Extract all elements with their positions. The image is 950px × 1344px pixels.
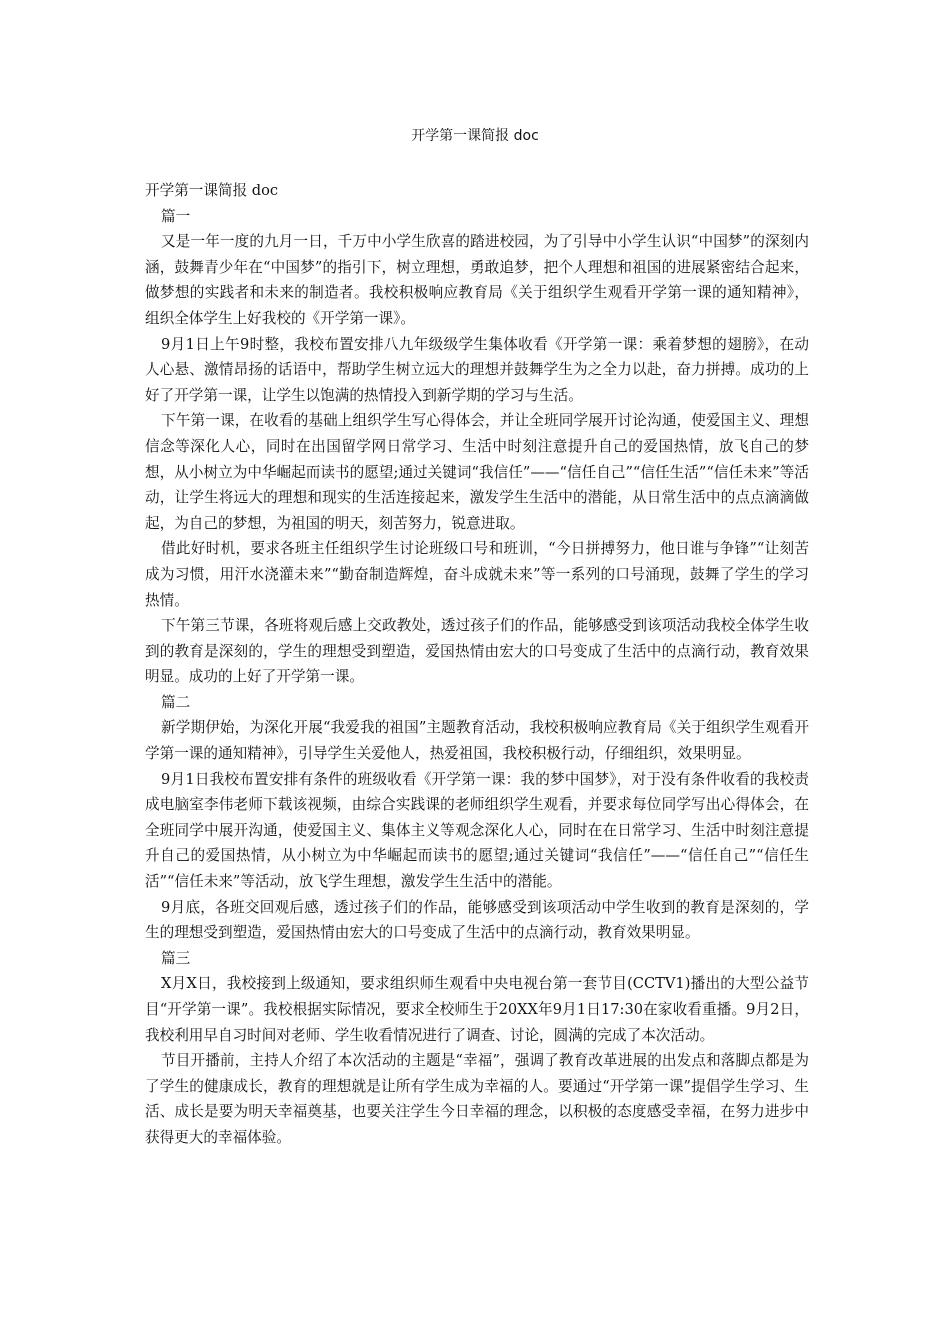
paragraph: 又是一年一度的九月一日，千万中小学生欣喜的踏进校园，为了引导中小学生认识“中国梦”的深刻内涵，鼓舞青少年在“中国梦”的指引下，树立理想，勇敢追梦，把个人理想和祖国的进展紧密结合起来，做梦想的实践者和未来的制造者。我校积极响应教育局《关于组织学生观看开学第一课的通知精神》，组织全体学生上好我校的《开学第一课》。 [145,233,809,327]
paragraph: X月X日，我校接到上级通知，要求组织师生观看中央电视台第一套节目(CCTV1)播出的大型公益节目“开学第一课”。我校根据实际情况，要求全校师生于20XX年9月1日17:30在家收看重播。9月2日，我校利用早自习时间对老师、学生收看情况进行了调查、讨论，圆满的完成了本次活动。 [145,975,809,1044]
section-heading-3: 篇三 [161,949,191,967]
section-heading-1: 篇一 [161,207,191,225]
paragraph: 借此好时机，要求各班主任组织学生讨论班级口号和班训，“今日拼搏努力，他日谁与争锋”“让刻苦成为习惯，用汗水浇灌未来”“勤奋制造辉煌，奋斗成就未来”等一系列的口号涌现，鼓舞了学生的学习热情。 [145,540,809,609]
paragraph: 9月1日我校布置安排有条件的班级收看《开学第一课：我的梦中国梦》，对于没有条件收看的我校责成电脑室李伟老师下载该视频，由综合实践课的老师组织学生观看，并要求每位同学写出心得体会，在全班同学中展开沟通，使爱国主义、集体主义等观念深化人心，同时在在日常学习、生活中时刻注意提升自己的爱国热情，从小树立为中华崛起而读书的愿望;通过关键词“我信任”——“信任自己”“信任生活”“信任未来”等活动，放飞学生理想，激发学生生活中的潜能。 [145,770,809,891]
document-title: 开学第一课简报 doc [411,128,539,144]
paragraph: 下午第一课，在收看的基础上组织学生写心得体会，并让全班同学展开讨论沟通，使爱国主义、理想信念等深化人心，同时在出国留学网日常学习、生活中时刻注意提升自己的爱国热情，放飞自己的梦想，从小树立为中华崛起而读书的愿望;通过关键词“我信任”——“信任自己”“信任生活”“信任未来”等活动，让学生将远大的理想和现实的生活连接起来，激发学生生活中的潜能，从日常生活中的点点滴滴做起，为自己的梦想，为祖国的明天，刻苦努力，锐意进取。 [145,412,809,532]
paragraph: 节目开播前，主持人介绍了本次活动的主题是“幸福”，强调了教育改革进展的出发点和落脚点都是为了学生的健康成长，教育的理想就是让所有学生成为幸福的人。要通过“开学第一课”提倡学生学习、生活、成长是要为明天幸福奠基，也要关注学生今日幸福的理念，以积极的态度感受幸福，在努力进步中获得更大的幸福体验。 [145,1052,809,1146]
paragraph: 新学期伊始，为深化开展“我爱我的祖国”主题教育活动，我校积极响应教育局《关于组织学生观看开学第一课的通知精神》，引导学生关爱他人，热爱祖国，我校积极行动，仔细组织，效果明显。 [145,719,809,763]
paragraph: 下午第三节课，各班将观后感上交政教处，透过孩子们的作品，能够感受到该项活动我校全体学生收到的教育是深刻的，学生的理想受到塑造，爱国热情由宏大的口号变成了生活中的点滴行动，教育效果明显。成功的上好了开学第一课。 [145,617,809,686]
paragraph: 9月底，各班交回观后感，透过孩子们的作品，能够感受到该项活动中学生收到的教育是深刻的，学生的理想受到塑造，爱国热情由宏大的口号变成了生活中的点滴行动，教育效果明显。 [145,898,809,942]
document-subtitle: 开学第一课简报 doc [145,182,279,199]
paragraph: 9月1日上午9时整，我校布置安排八九年级级学生集体收看《开学第一课：乘着梦想的翅膀》，在动人心悬、激情昂扬的话语中，帮助学生树立远大的理想并鼓舞学生为之全力以赴，奋力拼搏。成功的上好了开学第一课，让学生以饱满的热情投入到新学期的学习与生活。 [145,335,809,404]
section-heading-2: 篇二 [161,693,191,711]
document-body [145,178,809,1151]
